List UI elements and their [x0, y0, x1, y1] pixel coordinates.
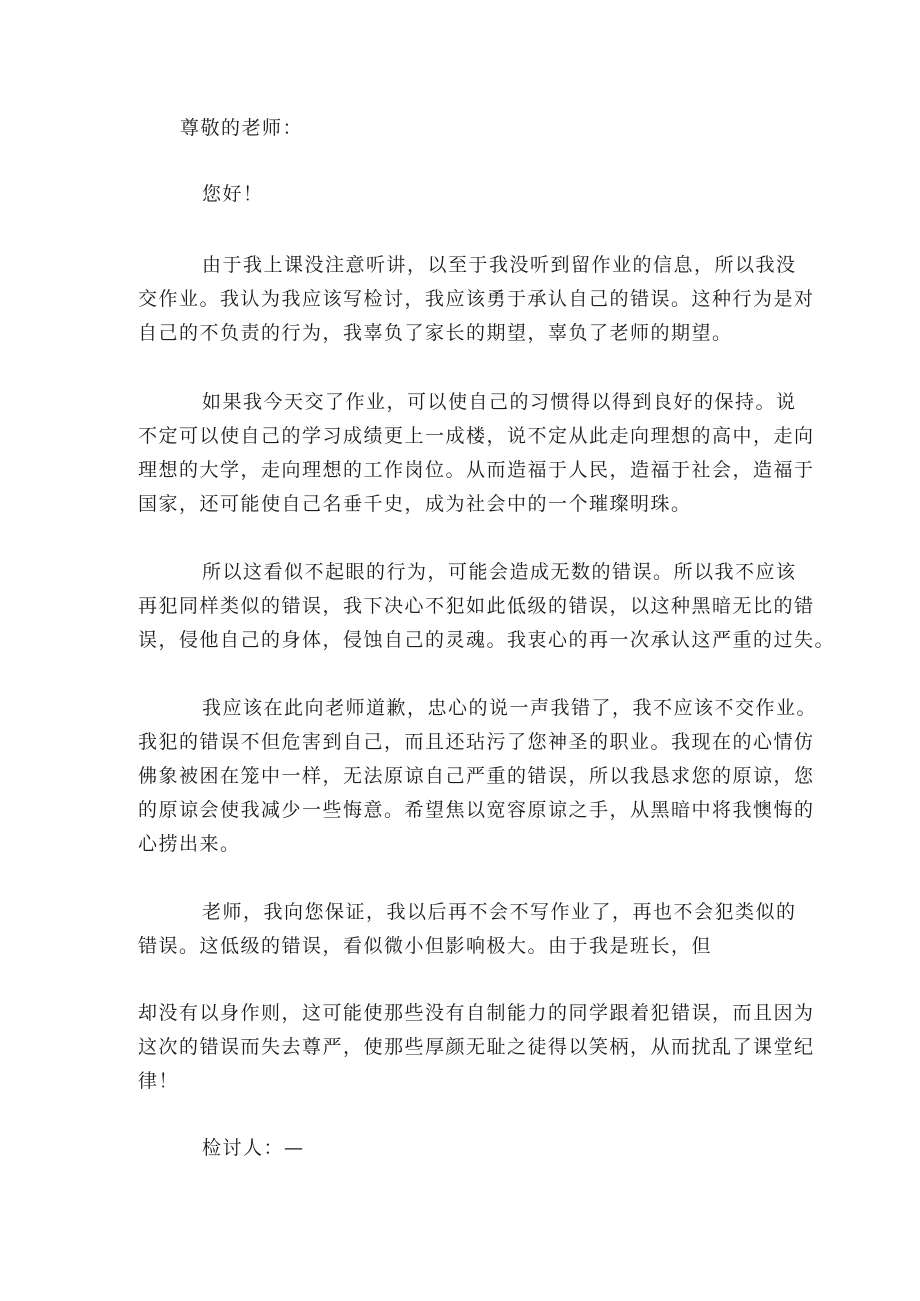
- para-line: 心捞出来。: [138, 833, 241, 855]
- para-line: 不定可以使自己的学习成绩更上一成楼，说不定从此走向理想的高中，走向: [138, 425, 815, 447]
- greeting: 您好！: [202, 183, 264, 205]
- para-line: 错误。这低级的错误，看似微小但影响极大。由于我是班长，但: [138, 935, 713, 957]
- salutation: 尊敬的老师：: [180, 117, 304, 139]
- para-line: 由于我上课没注意听讲，以至于我没听到留作业的信息，所以我没: [202, 254, 797, 276]
- para-line: 如果我今天交了作业，可以使自己的习惯得以得到良好的保持。说: [202, 391, 797, 413]
- para-line: 理想的大学，走向理想的工作岗位。从而造福于人民，造福于社会，造福于: [138, 459, 815, 481]
- para-line: 的原谅会使我减少一些悔意。希望焦以宽容原谅之手，从黑暗中将我懊悔的: [138, 799, 815, 821]
- para-line: 我犯的错误不但危害到自己，而且还玷污了您神圣的职业。我现在的心情仿: [138, 731, 815, 753]
- para-line: 佛象被困在笼中一样，无法原谅自己严重的错误，所以我恳求您的原谅，您: [138, 765, 815, 787]
- para-line: 老师，我向您保证，我以后再不会不写作业了，再也不会犯类似的: [202, 901, 797, 923]
- para-line: 交作业。我认为我应该写检讨，我应该勇于承认自己的错误。这种行为是对: [138, 288, 815, 310]
- signature: 检讨人：—: [202, 1137, 305, 1159]
- para-line: 再犯同样类似的错误，我下决心不犯如此低级的错误，以这种黑暗无比的错: [138, 595, 815, 617]
- para-line: 我应该在此向老师道歉，忠心的说一声我错了，我不应该不交作业。: [202, 697, 818, 719]
- para-line: 所以这看似不起眼的行为，可能会造成无数的错误。所以我不应该: [202, 561, 797, 583]
- para-line: 自己的不负责的行为，我辜负了家长的期望，辜负了老师的期望。: [138, 322, 733, 344]
- para-line: 律！: [138, 1070, 180, 1092]
- para-line: 却没有以身作则，这可能使那些没有自制能力的同学跟着犯错误，而且因为: [138, 1002, 815, 1024]
- para-line: 国家，还可能使自己名垂千史，成为社会中的一个璀璨明珠。: [138, 493, 692, 515]
- para-line: 这次的错误而失去尊严，使那些厚颜无耻之徒得以笑柄，从而扰乱了课堂纪: [138, 1036, 815, 1058]
- para-line: 误，侵他自己的身体，侵蚀自己的灵魂。我衷心的再一次承认这严重的过失。: [138, 629, 836, 651]
